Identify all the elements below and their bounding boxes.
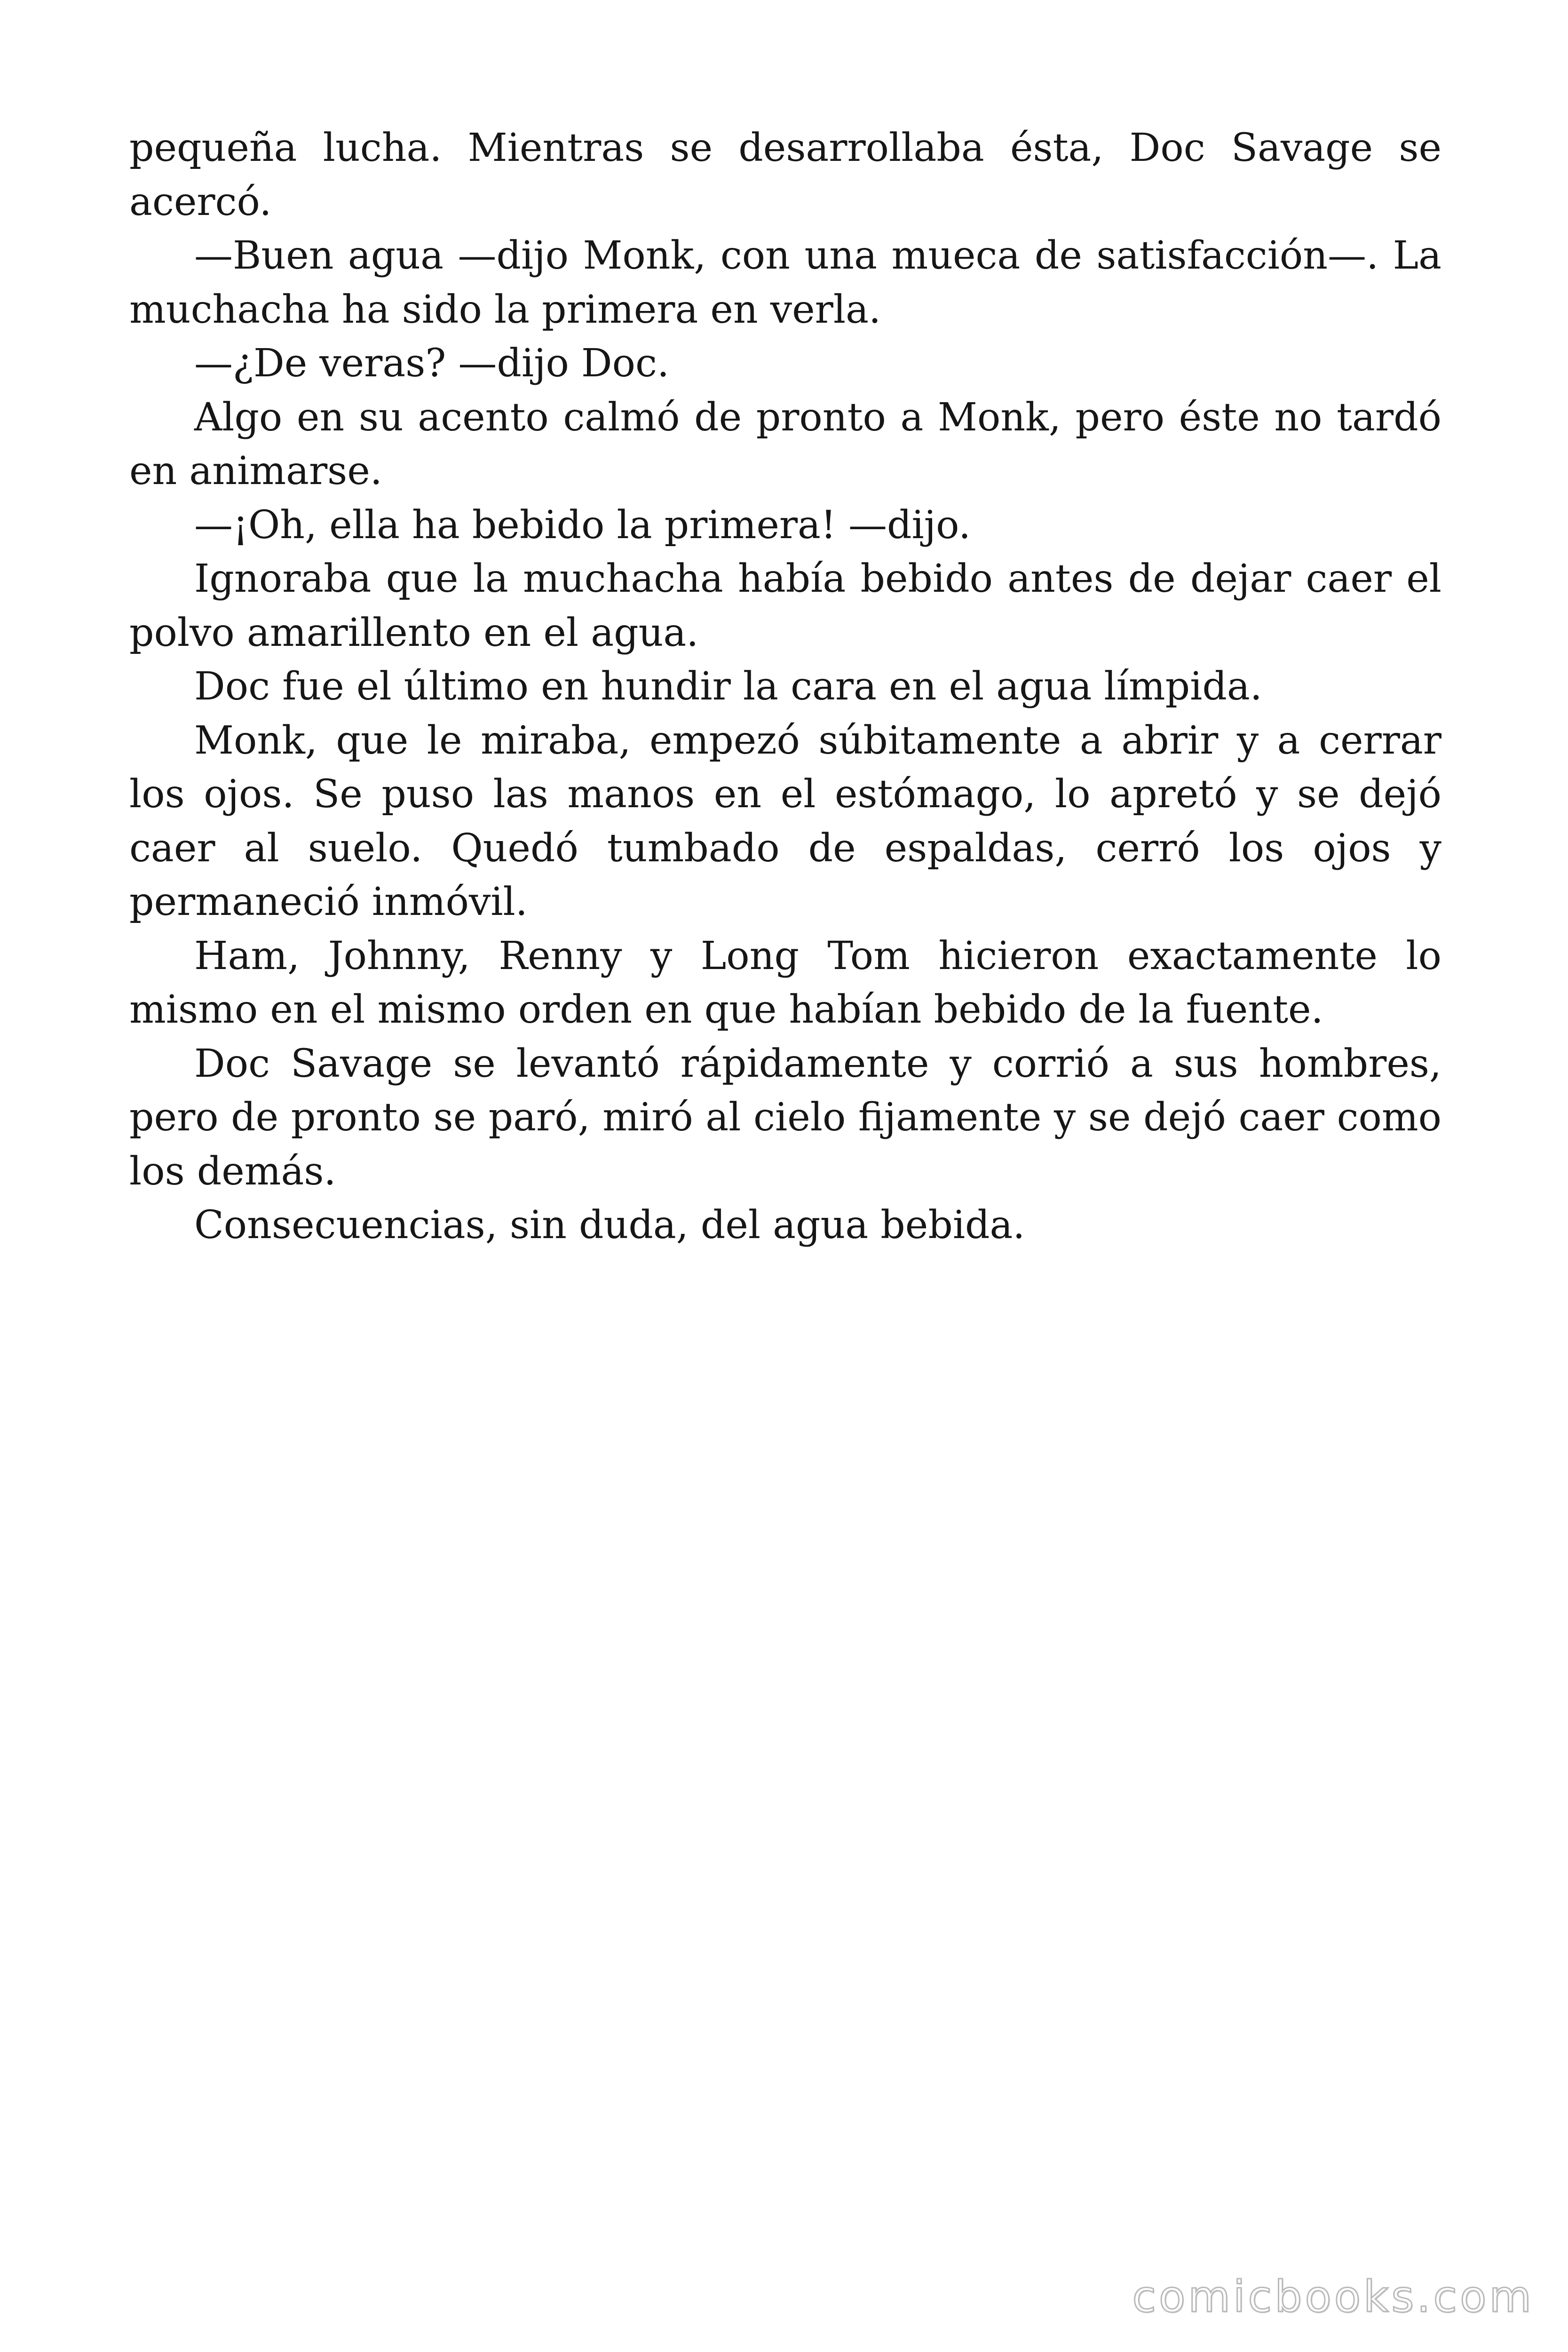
paragraph: Consecuencias, sin duda, del agua bebida. (194, 1203, 1025, 1248)
paragraph: Monk, que le miraba, empezó súbitamente a abrir y a cerrar los ojos. Se puso las manos en el estómago, lo apretó y se dejó caer al suelo. Quedó tumbado de espaldas, cerró los ojos y permaneció inmóvil. (129, 718, 1441, 924)
paragraph: —¡Oh, ella ha bebido la primera! —dijo. (194, 502, 971, 548)
paragraph: Ignoraba que la muchacha había bebido antes de dejar caer el polvo amarillento en el agua. (129, 556, 1441, 655)
paragraph: Doc Savage se levantó rápidamente y corrió a sus hombres, pero de pronto se paró, miró al cielo fijamente y se dejó caer como los demás. (129, 1041, 1441, 1194)
paragraph: —Buen agua —dijo Monk, con una mueca de satisfacción—. La muchacha ha sido la primera en verla. (129, 233, 1441, 332)
paragraph: pequeña lucha. Mientras se desarrollaba ésta, Doc Savage se acercó. (129, 126, 1441, 224)
paragraph: Algo en su acento calmó de pronto a Monk, pero éste no tardó en animarse. (129, 395, 1441, 493)
paragraph: Ham, Johnny, Renny y Long Tom hicieron exactamente lo mismo en el mismo orden en que habían bebido de la fuente. (129, 933, 1441, 1032)
watermark: comicbooks.com (1132, 2272, 1534, 2322)
paragraph: Doc fue el último en hundir la cara en el agua límpida. (194, 664, 1262, 709)
paragraph: —¿De veras? —dijo Doc. (194, 341, 670, 386)
body-text (129, 121, 1441, 1253)
